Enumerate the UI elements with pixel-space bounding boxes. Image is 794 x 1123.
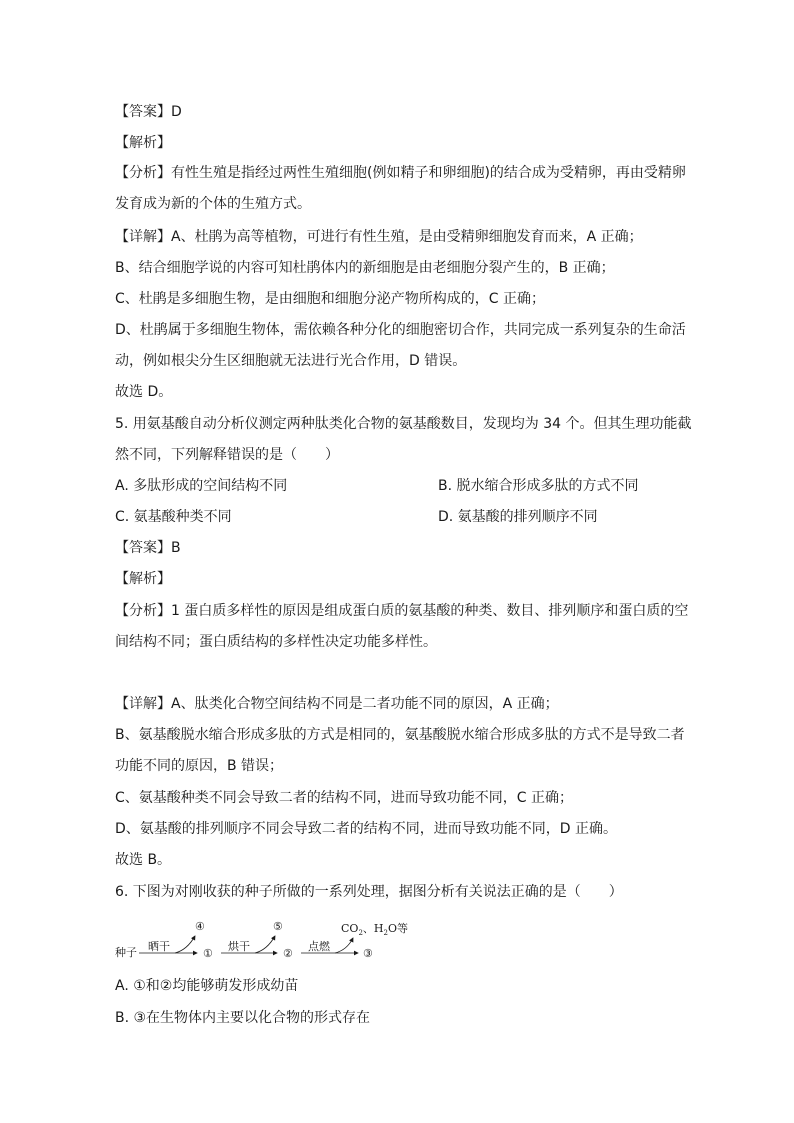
q5-option-b: B. 脱水缩合形成多肽的方式不同 [438, 478, 639, 494]
diagram-step3-label: 点燃 [308, 940, 330, 953]
diagram-node-3: ③ [363, 947, 373, 960]
q5-option-a: A. 多肽形成的空间结构不同 [115, 478, 288, 494]
q4-fenxi-line2: 发育成为新的个体的生殖方式。 [115, 196, 311, 212]
q4-conclusion: 故选 D。 [115, 384, 173, 400]
q5-stem-line2: 然不同，下列解释错误的是（ ） [115, 447, 339, 463]
q4-fenxi-line1: 【分析】有性生殖是指经过两性生殖细胞(例如精子和卵细胞)的结合成为受精卵，再由受精卵 [115, 165, 686, 181]
diagram-step1-label: 晒干 [148, 940, 170, 953]
q5-stem-line1: 5. 用氨基酸自动分析仪测定两种肽类化合物的氨基酸数目，发现均为 34 个。但其生理功能截 [115, 416, 692, 432]
q5-detail-b-line2: 功能不同的原因，B 错误； [115, 758, 284, 774]
q5-option-c: C. 氨基酸种类不同 [115, 509, 232, 525]
diagram-branch-arrow-2 [255, 936, 275, 953]
q5-conclusion: 故选 B。 [115, 852, 172, 868]
q5-fenxi-line1: 【分析】1 蛋白质多样性的原因是组成蛋白质的氨基酸的种类、数目、排列顺序和蛋白质的空 [115, 603, 689, 619]
diagram-node-5: ⑤ [273, 920, 283, 933]
q4-detail-d-line2: 动，例如根尖分生区细胞就无法进行光合作用，D 错误。 [115, 353, 467, 369]
q5-option-d: D. 氨基酸的排列顺序不同 [438, 509, 598, 525]
q5-detail-b-line1: B、氨基酸脱水缩合形成多肽的方式是相同的，氨基酸脱水缩合形成多肽的方式不是导致二者 [115, 727, 685, 743]
q4-detail-a: 【详解】A、杜鹃为高等植物，可进行有性生殖，是由受精卵细胞发育而来，A 正确； [115, 229, 643, 245]
diagram-node-1: ① [203, 947, 213, 960]
q5-analysis-label: 【解析】 [115, 571, 171, 587]
diagram-node-4: ④ [195, 920, 205, 933]
q4-answer: 【答案】D [115, 104, 182, 120]
q4-analysis-label: 【解析】 [115, 135, 171, 151]
q4-detail-c: C、杜鹃是多细胞生物，是由细胞和细胞分泌产物所构成的，C 正确； [115, 291, 545, 307]
diagram-gas-label: $CO_2$、$H_2O$等 [341, 922, 408, 937]
q5-detail-c: C、氨基酸种类不同会导致二者的结构不同，进而导致功能不同，C 正确； [115, 790, 573, 806]
q4-detail-b: B、结合细胞学说的内容可知杜鹃体内的新细胞是由老细胞分裂产生的，B 正确； [115, 260, 615, 276]
q4-detail-d-line1: D、杜鹃属于多细胞生物体，需依赖各种分化的细胞密切合作，共同完成一系列复杂的生命活 [115, 322, 686, 338]
diagram-branch-arrow-1 [175, 936, 195, 953]
seed-treatment-diagram [115, 916, 415, 966]
q6-option-a: A. ①和②均能够萌发形成幼苗 [115, 978, 299, 994]
q5-detail-d: D、氨基酸的排列顺序不同会导致二者的结构不同，进而导致功能不同，D 正确。 [115, 821, 618, 837]
q5-detail-a: 【详解】A、肽类化合物空间结构不同是二者功能不同的原因，A 正确； [115, 696, 559, 712]
diagram-step2-label: 烘干 [228, 940, 250, 953]
diagram-branch-arrow-3 [335, 938, 353, 953]
q5-answer: 【答案】B [115, 540, 181, 556]
q6-option-b: B. ③在生物体内主要以化合物的形式存在 [115, 1010, 371, 1026]
q6-stem: 6. 下图为对刚收获的种子所做的一系列处理，据图分析有关说法正确的是（ ） [115, 884, 623, 900]
diagram-node-2: ② [283, 947, 293, 960]
diagram-seed-label: 种子 [115, 946, 137, 959]
q5-fenxi-line2: 间结构不同；蛋白质结构的多样性决定功能多样性。 [115, 634, 437, 650]
